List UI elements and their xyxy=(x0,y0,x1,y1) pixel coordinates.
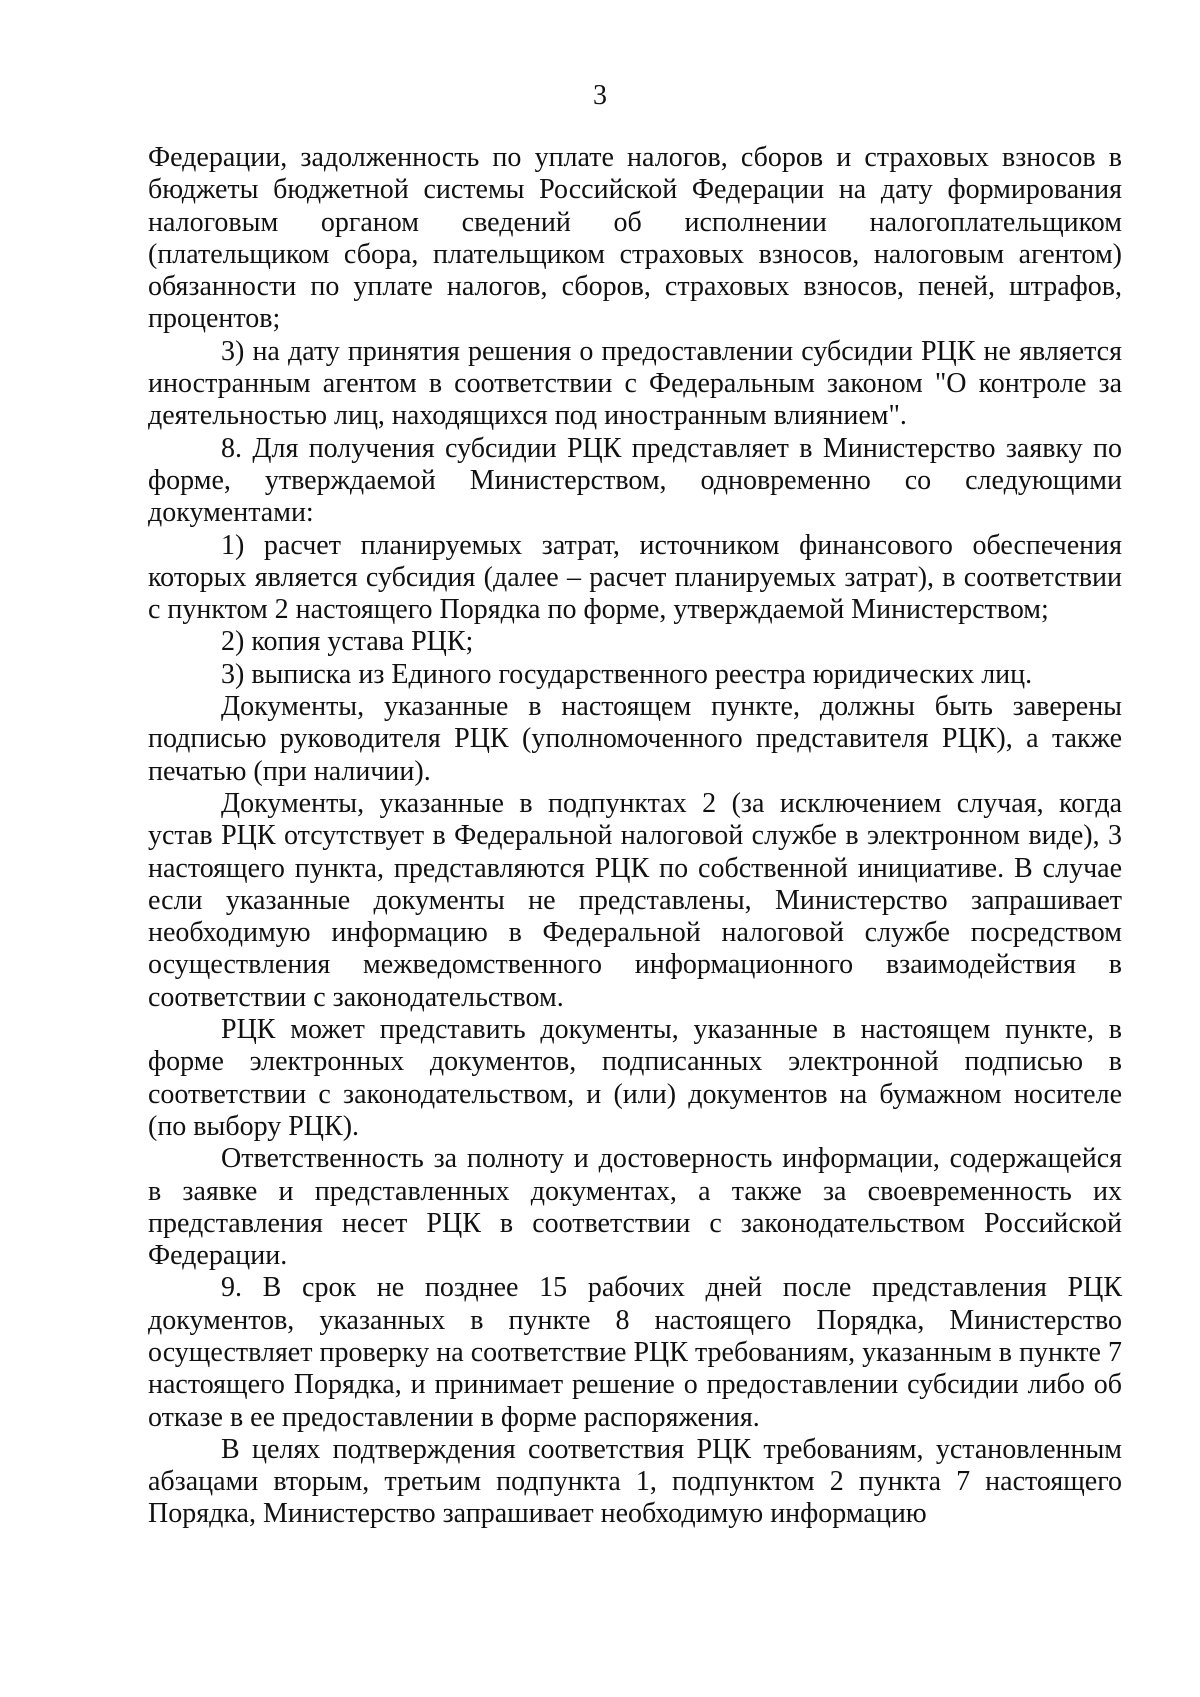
paragraph-tax-debt-continuation: Федерации, задолженность по уплате налогов, сборов и страховых взносов в бюджеты бюджетной системы Российской Федерации на дату формирования налоговым органом сведений об исполнении налогоплательщиком (плательщиком сбора, плательщиком страховых взносов, налоговым агентом) обязанности по уплате налогов, сборов, страховых взносов, пеней, штрафов, процентов; xyxy=(148,142,1122,335)
paragraph-documents-certification: Документы, указанные в настоящем пункте, должны быть заверены подписью руководителя РЦК (уполномоченного представителя РЦК), а также печатью (при наличии). xyxy=(148,691,1122,787)
paragraph-item-9: 9. В срок не позднее 15 рабочих дней после представления РЦК документов, указанных в пункте 8 настоящего Порядка, Министерство осуществляет проверку на соответствие РЦК требованиям, указанным в пункте 7 настоящего Порядка, и принимает решение о предоставлении субсидии либо об отказе в ее предоставлении в форме распоряжения. xyxy=(148,1272,1122,1433)
page-number: 3 xyxy=(593,80,607,111)
paragraph-subitem-1-cost-calculation: 1) расчет планируемых затрат, источником финансового обеспечения которых является субсидия (далее – расчет планируемых затрат), в соответствии с пунктом 2 настоящего Порядка по форме, утверждаемой Министерством; xyxy=(148,529,1122,626)
paragraph-compliance-verification: В целях подтверждения соответствия РЦК требованиям, установленным абзацами вторым, третьим подпункта 1, подпунктом 2 пункта 7 настоящего Порядка, Министерство запрашивает необходимую информацию xyxy=(148,1433,1122,1530)
paragraph-foreign-agent: 3) на дату принятия решения о предоставлении субсидии РЦК не является иностранным агентом в соответствии с Федеральным законом "О контроле за деятельностью лиц, находящихся под иностранным влиянием". xyxy=(148,335,1122,432)
paragraph-subitem-3-registry-extract: 3) выписка из Единого государственного реестра юридических лиц. xyxy=(221,658,1033,690)
paragraph-own-initiative: Документы, указанные в подпунктах 2 (за исключением случая, когда устав РЦК отсутствует в Федеральной налоговой службе в электронном виде), 3 настоящего пункта, представляются РЦК по собственной инициативе. В случае если указанные документы не представлены, Министерство запрашивает необходимую информацию в Федеральной налоговой службе посредством осуществления межведомственного информационного взаимодействия в соответствии с законодательством. xyxy=(148,787,1122,1013)
document-body xyxy=(148,142,1122,1531)
paragraph-subitem-2-charter: 2) копия устава РЦК; xyxy=(221,626,474,658)
paragraph-item-8: 8. Для получения субсидии РЦК представляет в Министерство заявку по форме, утверждаемой Министерством, одновременно со следующими документами: xyxy=(148,432,1122,529)
paragraph-electronic-form: РЦК может представить документы, указанные в настоящем пункте, в форме электронных документов, подписанных электронной подписью в соответствии с законодательством, и (или) документов на бумажном носителе (по выбору РЦК). xyxy=(148,1014,1122,1142)
paragraph-responsibility: Ответственность за полноту и достоверность информации, содержащейся в заявке и представленных документах, а также за своевременность их представления несет РЦК в соответствии с законодательством Российской Федерации. xyxy=(148,1143,1122,1272)
